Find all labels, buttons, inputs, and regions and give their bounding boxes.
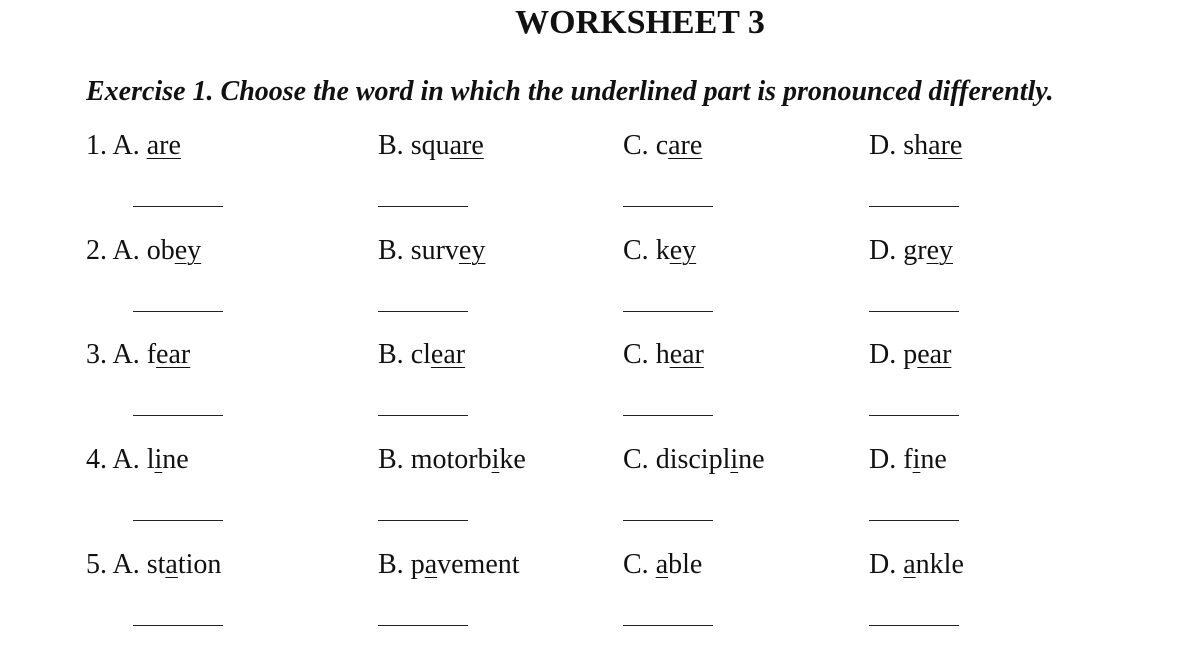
option-b[interactable] [378,549,520,581]
word-suffix: tion [177,549,222,580]
option-c[interactable] [623,130,702,162]
word-prefix: motorb [410,444,492,475]
answer-blank[interactable] [133,415,223,416]
word-prefix: sh [903,130,929,161]
option-a[interactable] [86,130,181,162]
word-suffix: nkle [915,549,964,580]
underlined-part: a [165,549,178,580]
word-suffix: ne [738,444,765,475]
question-number: 2. [86,235,107,266]
option-letter: D. [869,339,897,370]
option-d[interactable] [869,444,947,476]
underlined-part: are [668,130,703,161]
question-row [0,339,1191,399]
option-letter: D. [869,444,897,475]
answer-blank[interactable] [378,206,468,207]
word-prefix: discipl [655,444,731,475]
underlined-part: i [154,444,163,475]
word-suffix: ne [920,444,947,475]
answer-blank[interactable] [623,206,713,207]
option-letter: C. [623,235,649,266]
answer-blank[interactable] [378,311,468,312]
word-prefix: c [655,130,669,161]
question-row [0,235,1191,295]
option-c[interactable] [623,444,765,476]
answer-blank[interactable] [869,206,959,207]
question-row [0,549,1191,609]
word-prefix: p [903,339,918,370]
question-number: 5. [86,549,107,580]
word-suffix: ke [499,444,526,475]
answer-blank[interactable] [133,206,223,207]
underlined-part: i [730,444,739,475]
answer-blank[interactable] [869,625,959,626]
option-c[interactable] [623,235,696,267]
option-b[interactable] [378,235,485,267]
answer-blank[interactable] [869,311,959,312]
option-letter: C. [623,130,649,161]
answer-blank[interactable] [623,520,713,521]
option-letter: A. [112,130,140,161]
word-prefix: f [903,444,913,475]
underlined-part: ey [458,235,486,266]
underlined-part: i [912,444,921,475]
question-row [0,444,1191,504]
word-prefix: surv [410,235,459,266]
option-letter: A. [112,549,140,580]
option-b[interactable] [378,339,465,371]
option-letter: C. [623,339,649,370]
worksheet-title: WORKSHEET 3 [515,4,765,41]
underlined-part: are [928,130,963,161]
underlined-part: ear [430,339,466,370]
answer-blank[interactable] [133,311,223,312]
option-b[interactable] [378,444,526,476]
answer-blank[interactable] [869,415,959,416]
option-a[interactable] [86,549,221,581]
option-d[interactable] [869,549,964,581]
option-letter: D. [869,130,897,161]
answer-blank[interactable] [623,415,713,416]
answer-blank[interactable] [623,311,713,312]
exercise-instruction: Exercise 1. Choose the word in which the underlined part is pronounced differently. [86,76,1054,107]
underlined-part: ear [156,339,191,370]
option-d[interactable] [869,235,953,267]
answer-blank[interactable] [378,625,468,626]
answer-blank[interactable] [378,415,468,416]
option-c[interactable] [623,339,704,371]
word-prefix: p [410,549,425,580]
word-prefix: gr [903,235,927,266]
question-number: 3. [86,339,107,370]
underlined-part: a [424,549,438,580]
option-a[interactable] [86,444,189,476]
underlined-part: a [655,549,669,580]
option-letter: A. [112,339,140,370]
option-letter: C. [623,444,649,475]
word-suffix: ble [668,549,703,580]
underlined-part: ear [669,339,704,370]
option-letter: A. [112,235,140,266]
word-prefix: squ [410,130,450,161]
question-number: 4. [86,444,107,475]
word-prefix: k [655,235,670,266]
option-a[interactable] [86,235,201,267]
answer-blank[interactable] [133,520,223,521]
question-number: 1. [86,130,107,161]
underlined-part: a [903,549,916,580]
answer-blank[interactable] [378,520,468,521]
option-letter: A. [112,444,140,475]
word-prefix: st [146,549,166,580]
underlined-part: ey [926,235,953,266]
word-suffix: ne [162,444,189,475]
option-letter: B. [378,549,404,580]
answer-blank[interactable] [623,625,713,626]
underlined-part: ear [917,339,952,370]
underlined-part: are [449,130,484,161]
option-letter: B. [378,444,404,475]
word-prefix: h [655,339,670,370]
answer-blank[interactable] [869,520,959,521]
option-letter: B. [378,130,404,161]
underlined-part: i [491,444,500,475]
question-row [0,130,1191,190]
option-c[interactable] [623,549,702,581]
word-prefix: f [146,339,157,370]
option-d[interactable] [869,339,951,371]
underlined-part: ey [174,235,202,266]
underlined-part: are [146,130,181,161]
option-letter: D. [869,235,897,266]
word-prefix: l [146,444,155,475]
word-prefix: ob [146,235,175,266]
option-letter: B. [378,235,404,266]
answer-blank[interactable] [133,625,223,626]
word-suffix: vement [437,549,520,580]
option-letter: B. [378,339,404,370]
word-prefix: cl [410,339,431,370]
option-letter: D. [869,549,897,580]
option-b[interactable] [378,130,484,162]
option-a[interactable] [86,339,190,371]
underlined-part: ey [669,235,697,266]
option-d[interactable] [869,130,962,162]
option-letter: C. [623,549,649,580]
